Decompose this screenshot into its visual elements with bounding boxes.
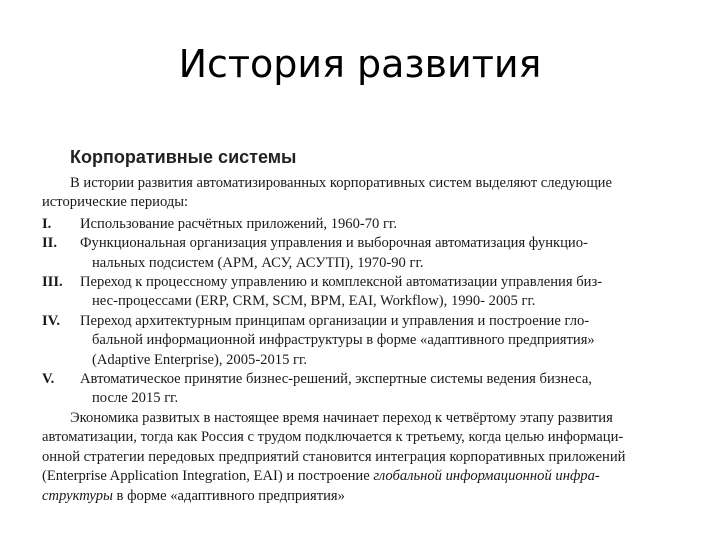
intro-paragraph bbox=[42, 174, 678, 213]
period-line: после 2015 гг. bbox=[92, 390, 179, 407]
list-item bbox=[42, 234, 678, 273]
closing-italic: глобальной информационной инфра- bbox=[373, 468, 600, 485]
intro-line: В истории развития автоматизированных корпоративных систем выделяют следующие bbox=[70, 175, 612, 191]
section-heading: Корпоративные системы bbox=[70, 147, 297, 167]
period-numeral: V. bbox=[42, 371, 55, 388]
list-item bbox=[42, 273, 678, 312]
period-numeral: I. bbox=[42, 215, 52, 232]
periods-list bbox=[42, 215, 678, 409]
period-line: Автоматическое принятие бизнес-решений, экспертные системы ведения бизнеса, bbox=[80, 371, 592, 388]
period-line: Переход к процессному управлению и комплексной автоматизации управления биз- bbox=[80, 274, 603, 291]
list-item bbox=[42, 312, 678, 370]
period-numeral: IV. bbox=[42, 312, 60, 329]
intro-line: исторические периоды: bbox=[42, 194, 189, 211]
closing-italic: структуры bbox=[42, 487, 113, 504]
period-line: нальных подсистем (АРМ, АСУ, АСУТП), 1970-90 гг. bbox=[92, 254, 424, 271]
period-line: Использование расчётных приложений, 1960-70 гг. bbox=[80, 215, 397, 232]
scanned-document bbox=[42, 146, 678, 506]
period-numeral: III. bbox=[42, 274, 63, 291]
closing-line: Экономика развитых в настоящее время начинает переход к четвёртому этапу развития bbox=[70, 409, 613, 426]
closing-line-mixed bbox=[42, 467, 678, 486]
closing-tail: в форме «адаптивного предприятия» bbox=[112, 487, 345, 504]
closing-line-last bbox=[42, 487, 678, 506]
period-line: Переход архитектурным принципам организации и управления и построение гло- bbox=[80, 312, 590, 329]
closing-paragraph bbox=[42, 409, 678, 506]
period-line: нес-процессами (ERP, CRM, SCM, BPM, EAI, Workflow), 1990- 2005 гг. bbox=[92, 293, 536, 310]
list-item bbox=[42, 215, 678, 234]
closing-line: автоматизации, тогда как Россия с трудом подключается к третьему, когда целью информаци- bbox=[42, 429, 624, 446]
period-line: бальной информационной инфраструктуры в форме «адаптивного предприятия» bbox=[92, 332, 595, 349]
slide-title: История развития bbox=[178, 42, 542, 86]
closing-line: онной стратегии передовых предприятий становится интеграция корпоративных приложений bbox=[42, 448, 626, 465]
list-item bbox=[42, 370, 678, 409]
period-numeral: II. bbox=[42, 235, 58, 252]
period-line: Функциональная организация управления и выборочная автоматизация функцио- bbox=[80, 235, 588, 252]
period-line: (Adaptive Enterprise), 2005-2015 гг. bbox=[92, 351, 307, 368]
closing-line: (Enterprise Application Integration, EAI) и построение bbox=[42, 468, 370, 485]
